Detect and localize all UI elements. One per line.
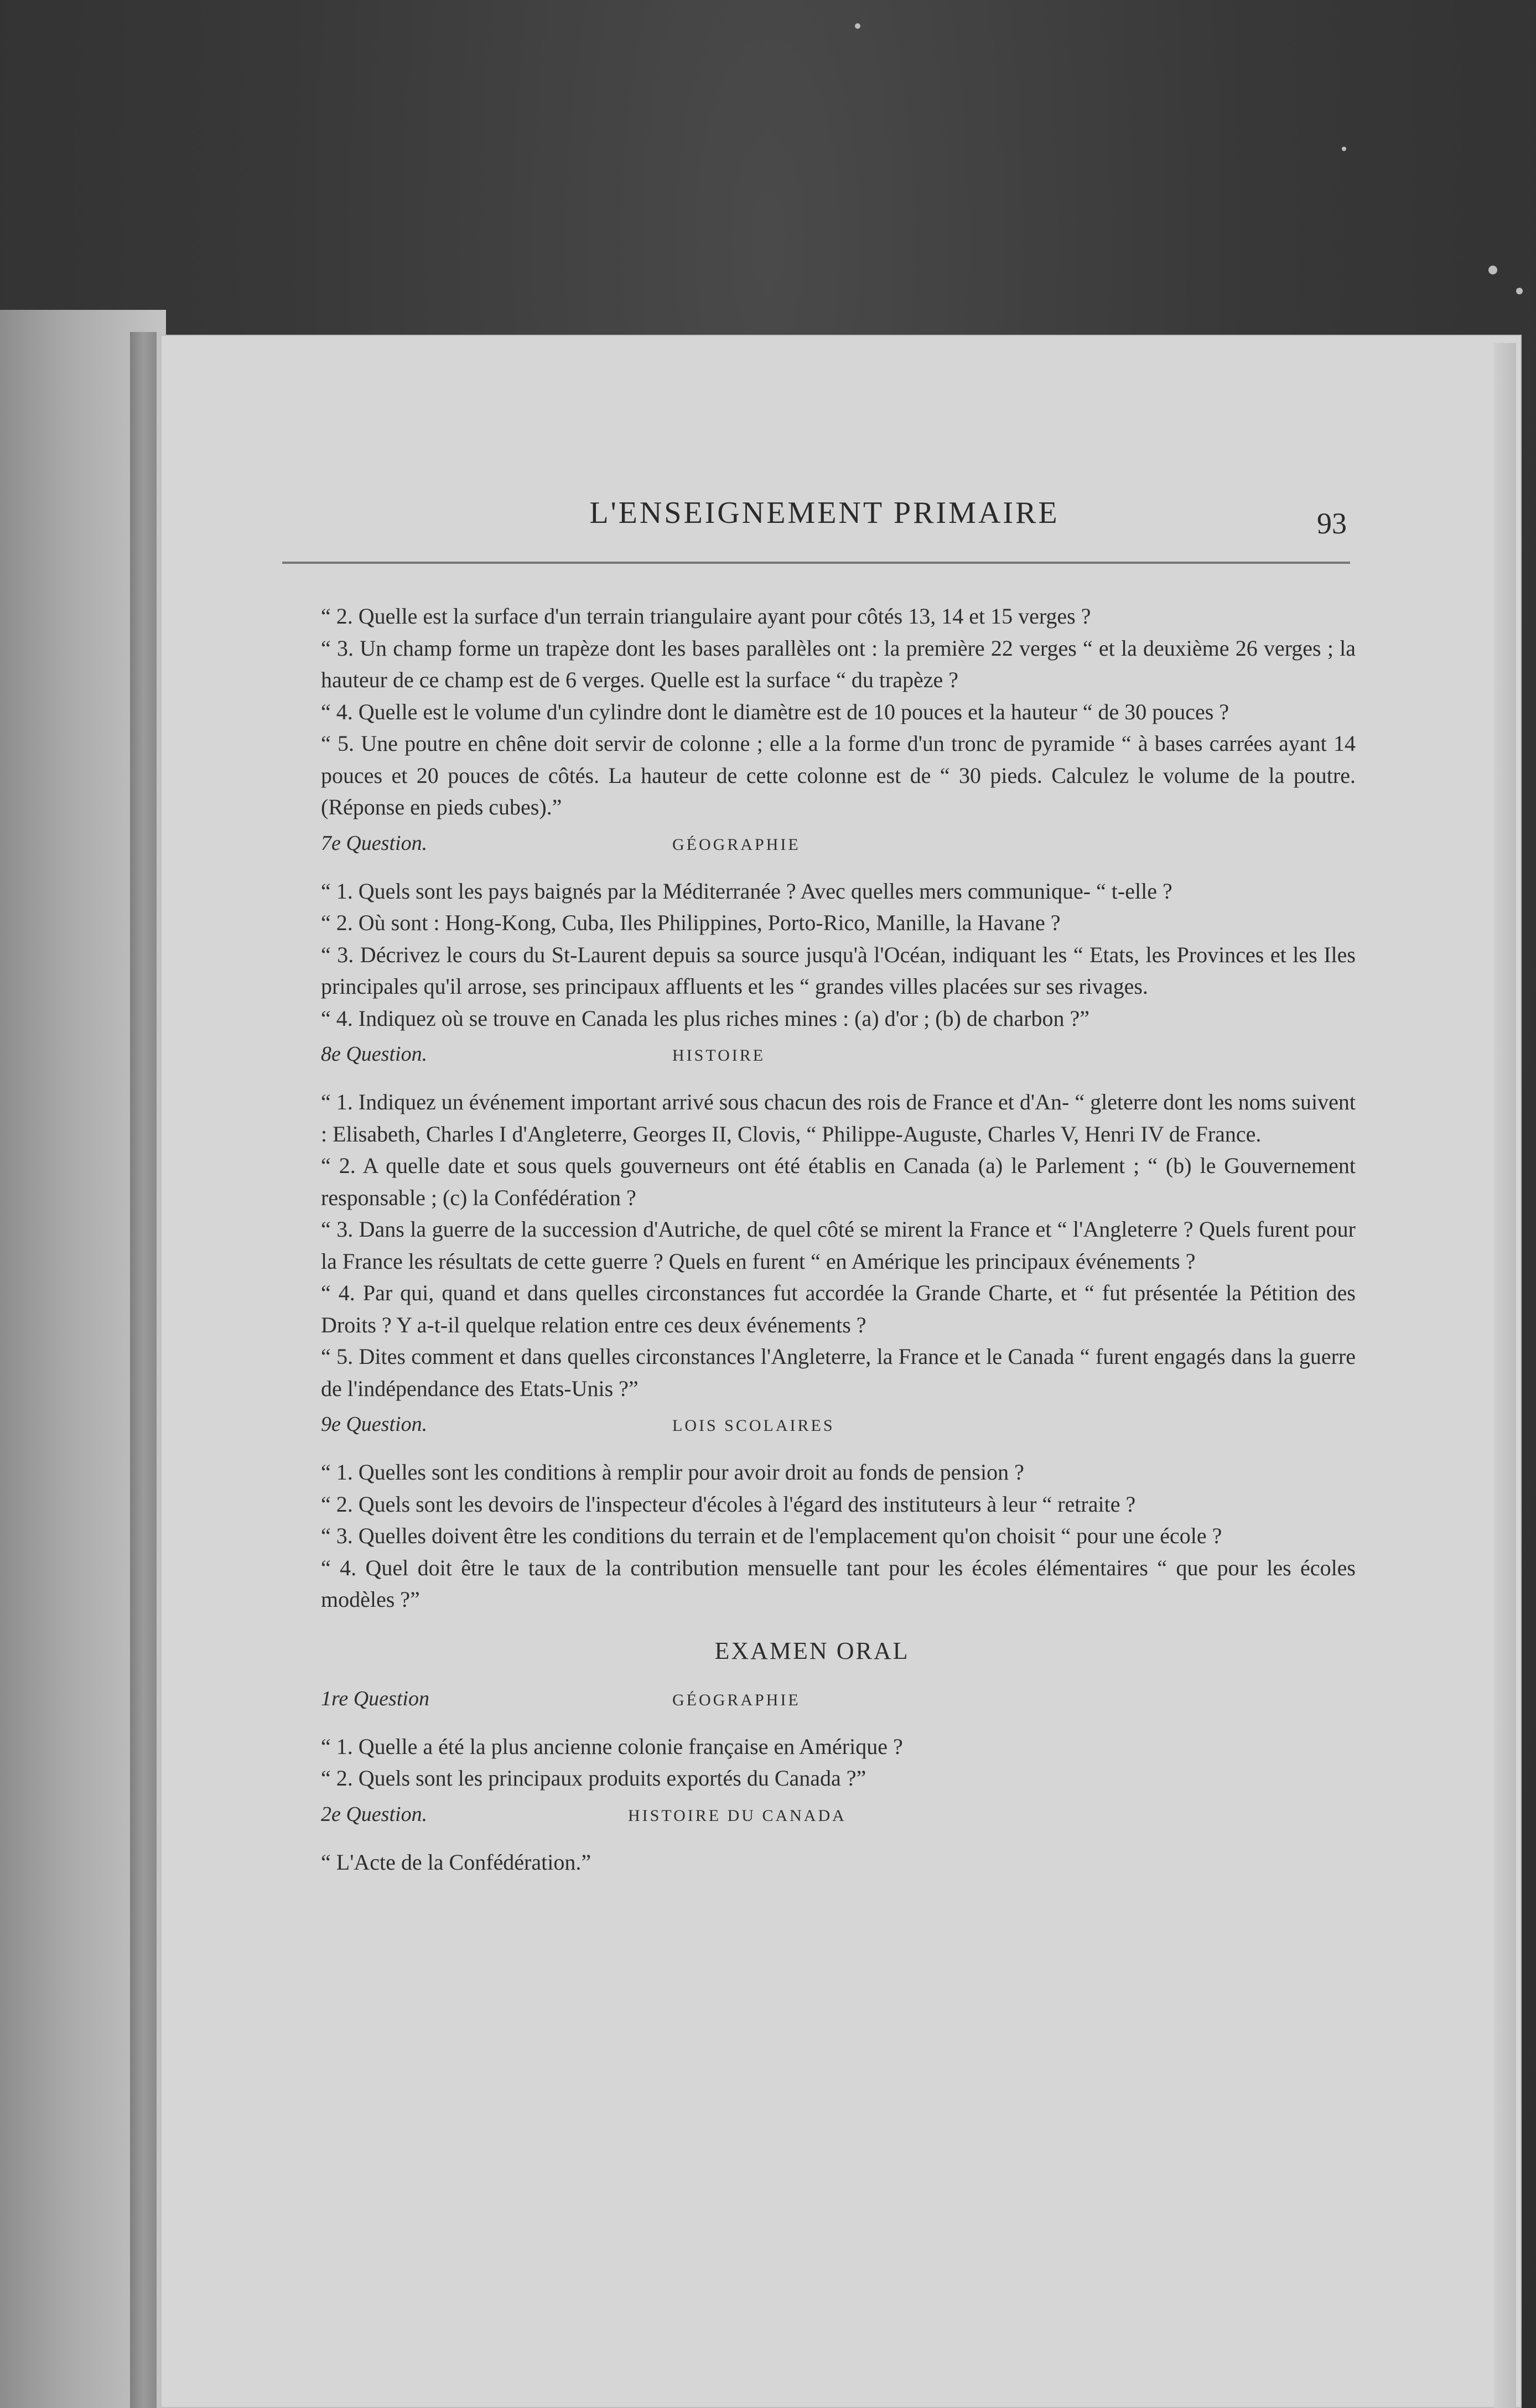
question-item: “ 2. Où sont : Hong-Kong, Cuba, Iles Philippines, Porto-Rico, Manille, la Havane ?: [321, 910, 1061, 935]
question-item: “ 4. Indiquez où se trouve en Canada les plus riches mines : (a) d'or ; (b) de charbon ?”: [321, 1005, 1089, 1031]
question-item: “ 1. Quelles sont les conditions à remplir pour avoir droit au fonds de pension ?: [321, 1460, 1024, 1485]
book-spine: [130, 332, 157, 2408]
q8-items: [268, 1086, 1356, 1404]
question-item: “ 4. Quel doit être le taux de la contribution mensuelle tant pour les écoles élémentaires “ que pour les écoles modèles ?”: [321, 1555, 1356, 1612]
oral-exam-title: EXAMEN ORAL: [714, 1637, 910, 1664]
question-item: “ 2. A quelle date et sous quels gouverneurs ont été établis en Canada (a) le Parlement ; “ (b) le Gouvernement responsable ; (c) la Confédération ?: [321, 1153, 1356, 1210]
question-item: “ L'Acte de la Confédération.”: [321, 1849, 591, 1875]
subject-label: HISTOIRE DU CANADA: [628, 1806, 847, 1825]
header-rule: [282, 562, 1350, 564]
section-heading-q7: [268, 823, 1356, 875]
question-item: “ 2. Quelle est la surface d'un terrain triangulaire ayant pour côtés 13, 14 et 15 verges ?: [321, 604, 1091, 629]
section-heading-q9: [268, 1404, 1356, 1456]
dust-speck: [1342, 147, 1346, 151]
question-label: 1re Question: [321, 1686, 429, 1710]
question-item: “ 3. Quelles doivent être les conditions du terrain et de l'emplacement qu'on choisit “ pour une école ?: [321, 1523, 1222, 1548]
section-heading-oral-q1: [268, 1679, 1356, 1731]
section-heading-oral-q2: [268, 1794, 1356, 1846]
subject-label: LOIS SCOLAIRES: [672, 1416, 835, 1435]
section-heading-q8: [268, 1034, 1356, 1086]
subject-label: HISTOIRE: [672, 1046, 766, 1065]
question-item: “ 3. Un champ forme un trapèze dont les bases parallèles ont : la première 22 verges “ et la deuxième 26 verges ; la hauteur de ce champ est de 6 verges. Quelle est la surface “ du trapèze ?: [321, 635, 1356, 692]
oral-q2-items: [268, 1846, 1356, 1878]
dust-speck: [1488, 266, 1497, 274]
subject-label: GÉOGRAPHIE: [672, 835, 801, 854]
page-body: [268, 600, 1356, 1878]
oral-q1-items: [268, 1731, 1356, 1794]
question-item: “ 1. Quels sont les pays baignés par la Méditerranée ? Avec quelles mers communique- “ t-elle ?: [321, 878, 1172, 904]
question-item: “ 2. Quels sont les devoirs de l'inspecteur d'écoles à l'égard des instituteurs à leur “ retraite ?: [321, 1491, 1136, 1517]
right-page-edge: [1494, 343, 1516, 2408]
question-item: “ 4. Par qui, quand et dans quelles circonstances fut accordée la Grande Charte, et “ fut présentée la Pétition des Droits ? Y a-t-il quelque relation entre ces deux événements ?: [321, 1280, 1356, 1337]
question-item: “ 5. Dites comment et dans quelles circonstances l'Angleterre, la France et le Canada “ furent engagés dans la guerre de l'indépendance des Etats-Unis ?”: [321, 1344, 1356, 1401]
question-item: “ 2. Quels sont les principaux produits exportés du Canada ?”: [321, 1766, 866, 1791]
question-item: “ 1. Quelle a été la plus ancienne colonie française en Amérique ?: [321, 1734, 903, 1759]
question-label: 2e Question.: [321, 1802, 428, 1826]
page-number: 93: [1317, 507, 1347, 540]
question-item: “ 3. Décrivez le cours du St-Laurent depuis sa source jusqu'à l'Océan, indiquant les “ Etats, les Provinces et les Iles principales qu'il arrose, ses principaux affluents et les “ grandes villes placées sur ses rivages.: [321, 942, 1356, 999]
dust-speck: [1516, 288, 1523, 294]
intro-questions: [268, 600, 1356, 823]
question-item: “ 5. Une poutre en chêne doit servir de colonne ; elle a la forme d'un tronc de pyramide “ à bases carrées ayant 14 pouces et 20 pouces de côtés. La hauteur de cette colonne est de “ 30 pieds. Calculez le volume de la poutre. (Réponse en pieds cubes).”: [321, 731, 1356, 819]
question-item: “ 4. Quelle est le volume d'un cylindre dont le diamètre est de 10 pouces et la hauteur “ de 30 pouces ?: [321, 699, 1229, 724]
q9-items: [268, 1456, 1356, 1616]
question-label: 7e Question.: [321, 831, 428, 855]
running-title: L'ENSEIGNEMENT PRIMAIRE: [589, 496, 1060, 530]
dust-speck: [855, 23, 860, 29]
question-item: “ 3. Dans la guerre de la succession d'Autriche, de quel côté se mirent la France et “ l'Angleterre ? Quels furent pour la France les résultats de cette guerre ? Quels en furent “ en Amérique les principaux événements ?: [321, 1217, 1356, 1274]
subject-label: GÉOGRAPHIE: [672, 1690, 801, 1709]
question-label: 8e Question.: [321, 1042, 428, 1066]
question-item: “ 1. Indiquez un événement important arrivé sous chacun des rois de France et d'An- “ gleterre dont les noms suivent : Elisabeth, Charles I d'Angleterre, Georges II, Clovis, “ Philippe-Auguste, Charles V, Henri IV de France.: [321, 1089, 1356, 1146]
question-label: 9e Question.: [321, 1413, 428, 1436]
q7-items: [268, 875, 1356, 1035]
